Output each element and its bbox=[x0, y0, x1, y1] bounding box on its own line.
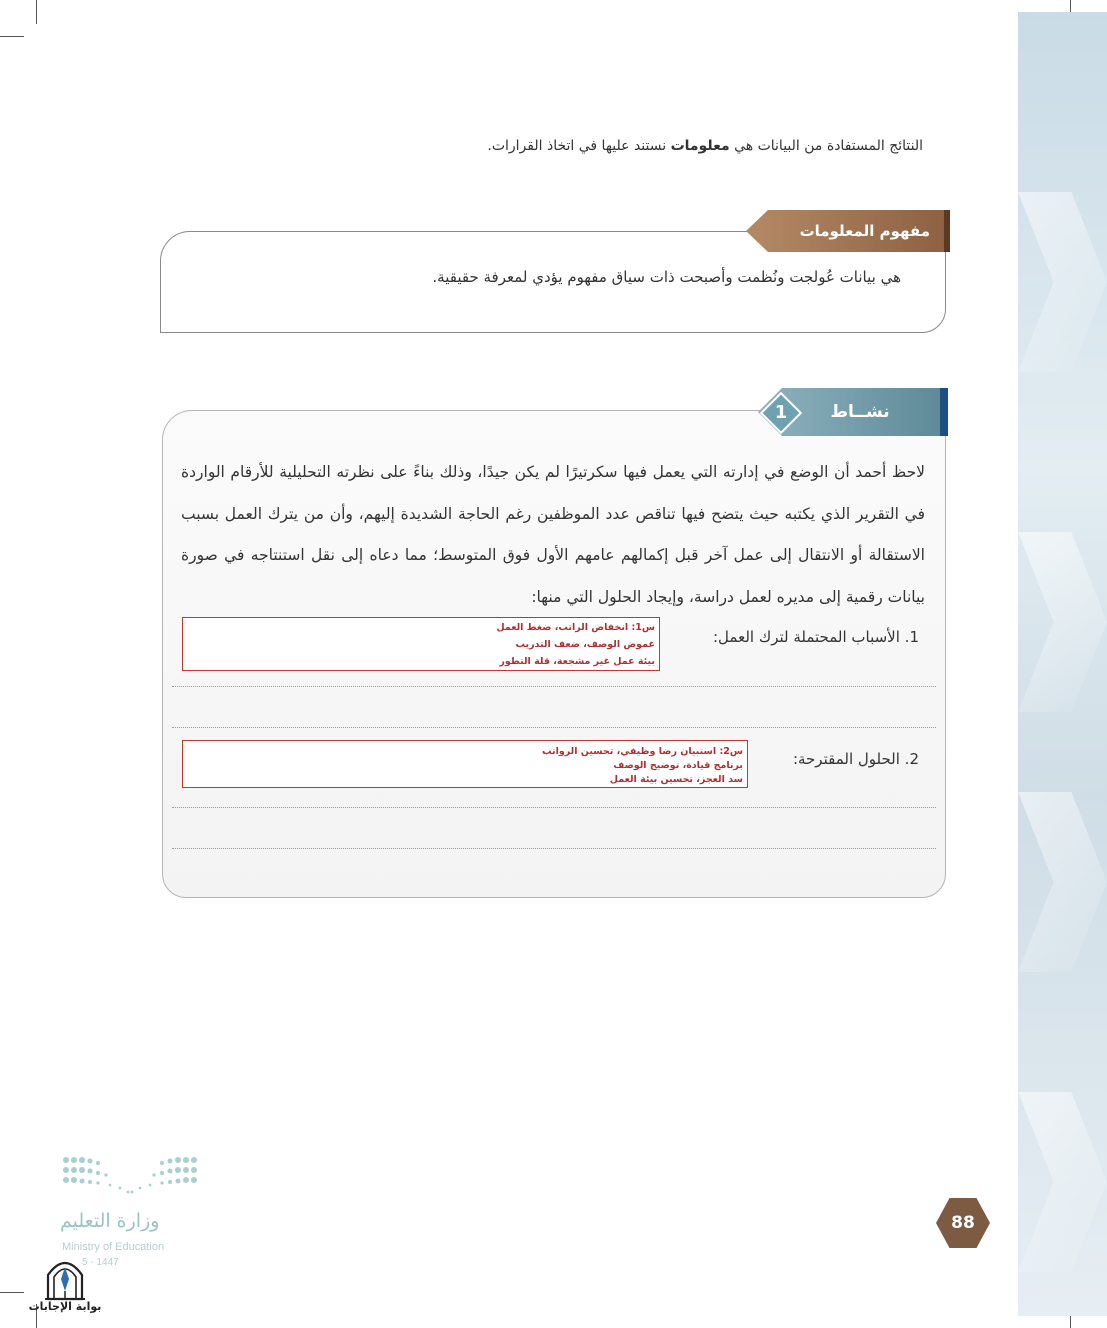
intro-bold-term: معلومات bbox=[670, 138, 730, 154]
concept-definition: هي بيانات عُولجت ونُظمت وأصبحت ذات سياق مفهوم يؤدي لمعرفة حقيقية. bbox=[432, 268, 901, 286]
activity-tab-bar bbox=[940, 388, 948, 436]
decorative-side-strip bbox=[1018, 12, 1107, 1316]
answer-line: برنامج قيادة، توضيح الوصف bbox=[613, 760, 743, 771]
question-1-label: 1. الأسباب المحتملة لترك العمل: bbox=[713, 628, 919, 646]
ministry-name-arabic: وزارة التعليم bbox=[60, 1210, 160, 1232]
answer-line: سد العجز، تحسين بيئة العمل bbox=[609, 774, 743, 785]
answer-line-dotted bbox=[172, 686, 936, 687]
answer-line-dotted bbox=[172, 727, 936, 728]
crop-mark bbox=[36, 0, 37, 24]
activity-number: 1 bbox=[774, 402, 788, 423]
answer-2-box[interactable] bbox=[182, 740, 748, 788]
answer-1-box[interactable] bbox=[182, 617, 660, 671]
gate-logo-icon bbox=[44, 1255, 86, 1301]
page-number: 88 bbox=[951, 1213, 975, 1233]
answer-line: غموض الوصف، ضعف التدريب bbox=[515, 639, 655, 650]
gate-logo-label: بوابة الإجابات bbox=[28, 1300, 102, 1313]
answer-line-dotted bbox=[172, 807, 936, 808]
answer-line: س2: استبيان رضا وظيفي، تحسين الرواتب bbox=[541, 746, 743, 757]
crop-mark bbox=[0, 1292, 24, 1293]
ministry-name-english: Ministry of Education bbox=[62, 1241, 165, 1253]
answer-line-dotted bbox=[172, 848, 936, 849]
answer-line: س1: انخفاض الراتب، ضغط العمل bbox=[496, 622, 655, 633]
ministry-logo-dots-icon bbox=[62, 1156, 198, 1196]
intro-sentence: النتائج المستفادة من البيانات هي معلومات نستند عليها في اتخاذ القرارات. bbox=[487, 138, 923, 154]
ministry-year: 5 - 1447 bbox=[82, 1257, 119, 1268]
activity-paragraph: لاحظ أحمد أن الوضع في إدارته التي يعمل فيها سكرتيرًا لم يكن جيدًا، وذلك بناءً على نظرته التحليلية للأرقام الواردة في التقرير الذي يكتبه حيث يتضح فيها تناقص عدد الموظفين رغم الحاجة الشديدة إليهم، وأن من يترك العمل بسبب الاستقالة أو الانتقال إلى عمل آخر قبل إكمالهم عامهم الأول فوق المتوسط؛ مما دعاه إلى نقل استنتاجه في صورة بيانات رقمية إلى مديره لعمل دراسة، وإيجاد الحلول التي منها: bbox=[181, 463, 925, 606]
concept-title: مفهوم المعلومات bbox=[799, 222, 930, 240]
concept-tab-bar bbox=[944, 210, 950, 252]
crop-mark bbox=[0, 36, 24, 37]
activity-title: نشــاط bbox=[830, 402, 890, 422]
question-2-label: 2. الحلول المقترحة: bbox=[792, 750, 919, 768]
answer-line: بيئة عمل غير مشجعة، قلة التطور bbox=[499, 656, 655, 667]
